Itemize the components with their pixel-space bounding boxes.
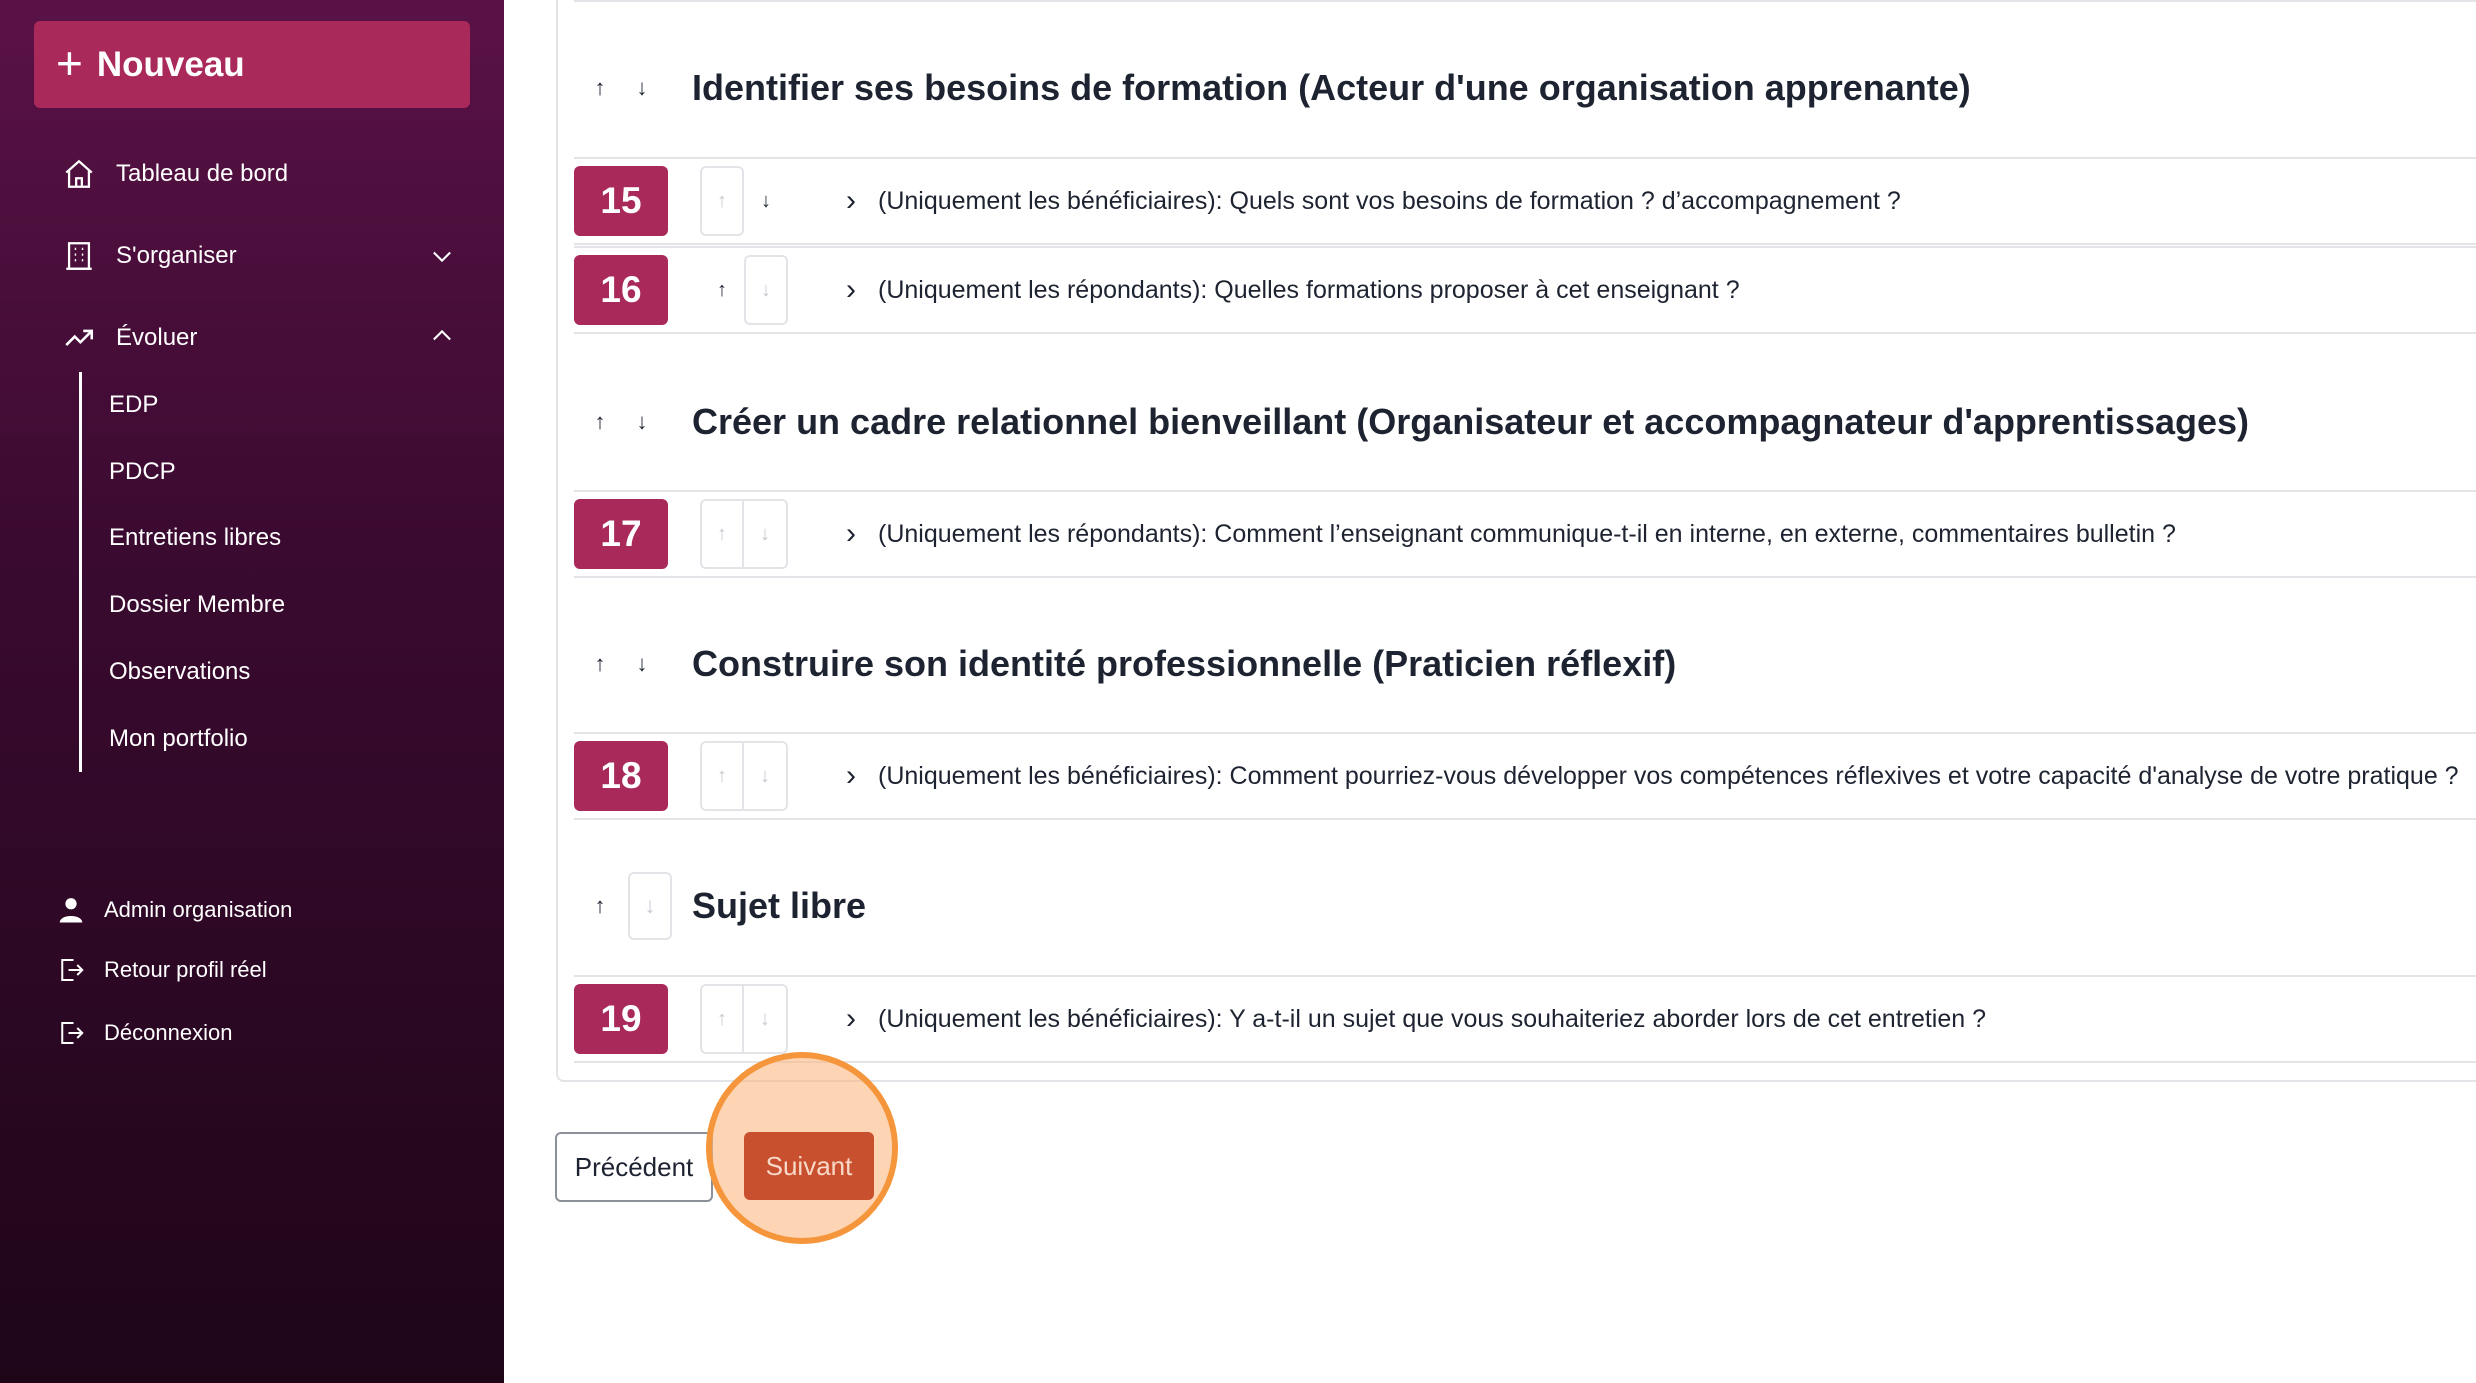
sidebar-subitem-observations[interactable]: Observations — [109, 658, 251, 685]
sidebar-admin-organisation[interactable] — [56, 895, 292, 925]
sidebar-item-evolve[interactable] — [62, 321, 197, 355]
sidebar-subitem-portfolio[interactable]: Mon portfolio — [109, 725, 248, 752]
question-number: 19 — [574, 984, 668, 1054]
sidebar-subitem-edp[interactable]: EDP — [109, 391, 159, 418]
submenu-divider — [79, 372, 82, 772]
move-down-icon[interactable]: ↓ — [636, 75, 648, 100]
section-header — [574, 871, 866, 941]
sidebar-subitem-pdcp[interactable]: PDCP — [109, 458, 176, 485]
sidebar-subitem-dossier[interactable]: Dossier Membre — [109, 591, 286, 618]
section-title: Sujet libre — [692, 885, 867, 926]
move-up-icon[interactable]: ↑ — [700, 984, 744, 1054]
chevron-down-icon[interactable] — [428, 242, 456, 270]
section-title: Construire son identité professionnelle (Praticien réflexif) — [692, 643, 1677, 684]
sidebar-item-label: Retour profil réel — [104, 957, 267, 982]
question-text: (Uniquement les bénéficiaires): Comment pourriez-vous développer vos compétences réflexives et votre capacité d'analyse de votre pratique ? — [878, 761, 2459, 790]
home-icon — [62, 157, 96, 191]
section-title: Identifier ses besoins de formation (Acteur d'une organisation apprenante) — [692, 67, 1971, 108]
sidebar-logout[interactable] — [56, 1018, 232, 1048]
trending-up-icon — [62, 321, 96, 355]
question-text: (Uniquement les répondants): Quelles formations proposer à cet enseignant ? — [878, 275, 1740, 304]
question-row[interactable] — [574, 490, 2476, 578]
sidebar-return-profile[interactable] — [56, 955, 267, 985]
section-header — [574, 634, 1676, 694]
move-up-icon[interactable]: ↑ — [700, 499, 744, 569]
chevron-right-icon[interactable]: › — [846, 517, 856, 550]
sidebar-item-label: Tableau de bord — [116, 160, 289, 187]
question-row[interactable] — [574, 246, 2476, 334]
sidebar-subitem-entretiens[interactable]: Entretiens libres — [109, 524, 282, 551]
sidebar-item-label: S'organiser — [116, 242, 237, 269]
move-down-icon[interactable]: ↓ — [628, 872, 672, 940]
move-up-icon[interactable]: ↑ — [717, 278, 727, 301]
move-down-icon[interactable]: ↓ — [761, 189, 771, 212]
move-down-icon[interactable]: ↓ — [636, 409, 648, 434]
question-number: 18 — [574, 741, 668, 811]
move-up-icon[interactable]: ↑ — [594, 651, 606, 676]
chevron-right-icon[interactable]: › — [846, 759, 856, 792]
logout-icon — [56, 955, 86, 985]
section-header — [574, 392, 2249, 452]
chevron-right-icon[interactable]: › — [846, 1002, 856, 1035]
section-title: Créer un cadre relationnel bienveillant (Organisateur et accompagnateur d'apprentissages) — [692, 401, 2250, 442]
chevron-right-icon[interactable]: › — [846, 273, 856, 306]
previous-button[interactable]: Précédent — [555, 1132, 713, 1202]
plus-icon: + — [56, 36, 83, 89]
question-number: 17 — [574, 499, 668, 569]
question-row[interactable] — [574, 157, 2476, 245]
sidebar-item-label: Déconnexion — [104, 1020, 233, 1045]
move-up-icon[interactable]: ↑ — [700, 166, 744, 236]
chevron-up-icon[interactable] — [428, 322, 456, 350]
move-down-icon[interactable]: ↓ — [744, 255, 788, 325]
question-text: (Uniquement les bénéficiaires): Y a-t-il un sujet que vous souhaiteriez aborder lors de cet entretien ? — [878, 1004, 1987, 1033]
move-up-icon[interactable]: ↑ — [700, 741, 744, 811]
sidebar-item-organize[interactable] — [62, 239, 237, 273]
question-number: 16 — [574, 255, 668, 325]
next-button[interactable]: Suivant — [744, 1132, 874, 1200]
sidebar-item-label: Admin organisation — [104, 897, 293, 922]
chevron-right-icon[interactable]: › — [846, 184, 856, 217]
building-icon — [62, 239, 96, 273]
move-up-icon[interactable]: ↑ — [594, 409, 606, 434]
new-button[interactable] — [34, 21, 470, 108]
user-icon — [56, 895, 86, 925]
move-down-icon[interactable]: ↓ — [744, 984, 788, 1054]
question-text: (Uniquement les répondants): Comment l’enseignant communique-t-il en interne, en externe, commentaires bulletin ? — [878, 519, 2176, 548]
move-up-icon[interactable]: ↑ — [594, 893, 606, 918]
new-button-label: Nouveau — [96, 44, 245, 84]
divider — [574, 0, 2476, 2]
question-row[interactable] — [574, 732, 2476, 820]
sidebar-item-label: Évoluer — [116, 324, 198, 351]
question-row[interactable] — [574, 975, 2476, 1063]
move-down-icon[interactable]: ↓ — [744, 499, 788, 569]
move-up-icon[interactable]: ↑ — [594, 75, 606, 100]
move-down-icon[interactable]: ↓ — [744, 741, 788, 811]
move-down-icon[interactable]: ↓ — [636, 651, 648, 676]
question-number: 15 — [574, 166, 668, 236]
logout-icon — [56, 1018, 86, 1048]
sidebar-item-dashboard[interactable] — [62, 157, 288, 191]
sidebar — [0, 0, 504, 1383]
section-header — [574, 58, 1971, 118]
question-text: (Uniquement les bénéficiaires): Quels sont vos besoins de formation ? d’accompagnement ? — [878, 186, 1901, 215]
